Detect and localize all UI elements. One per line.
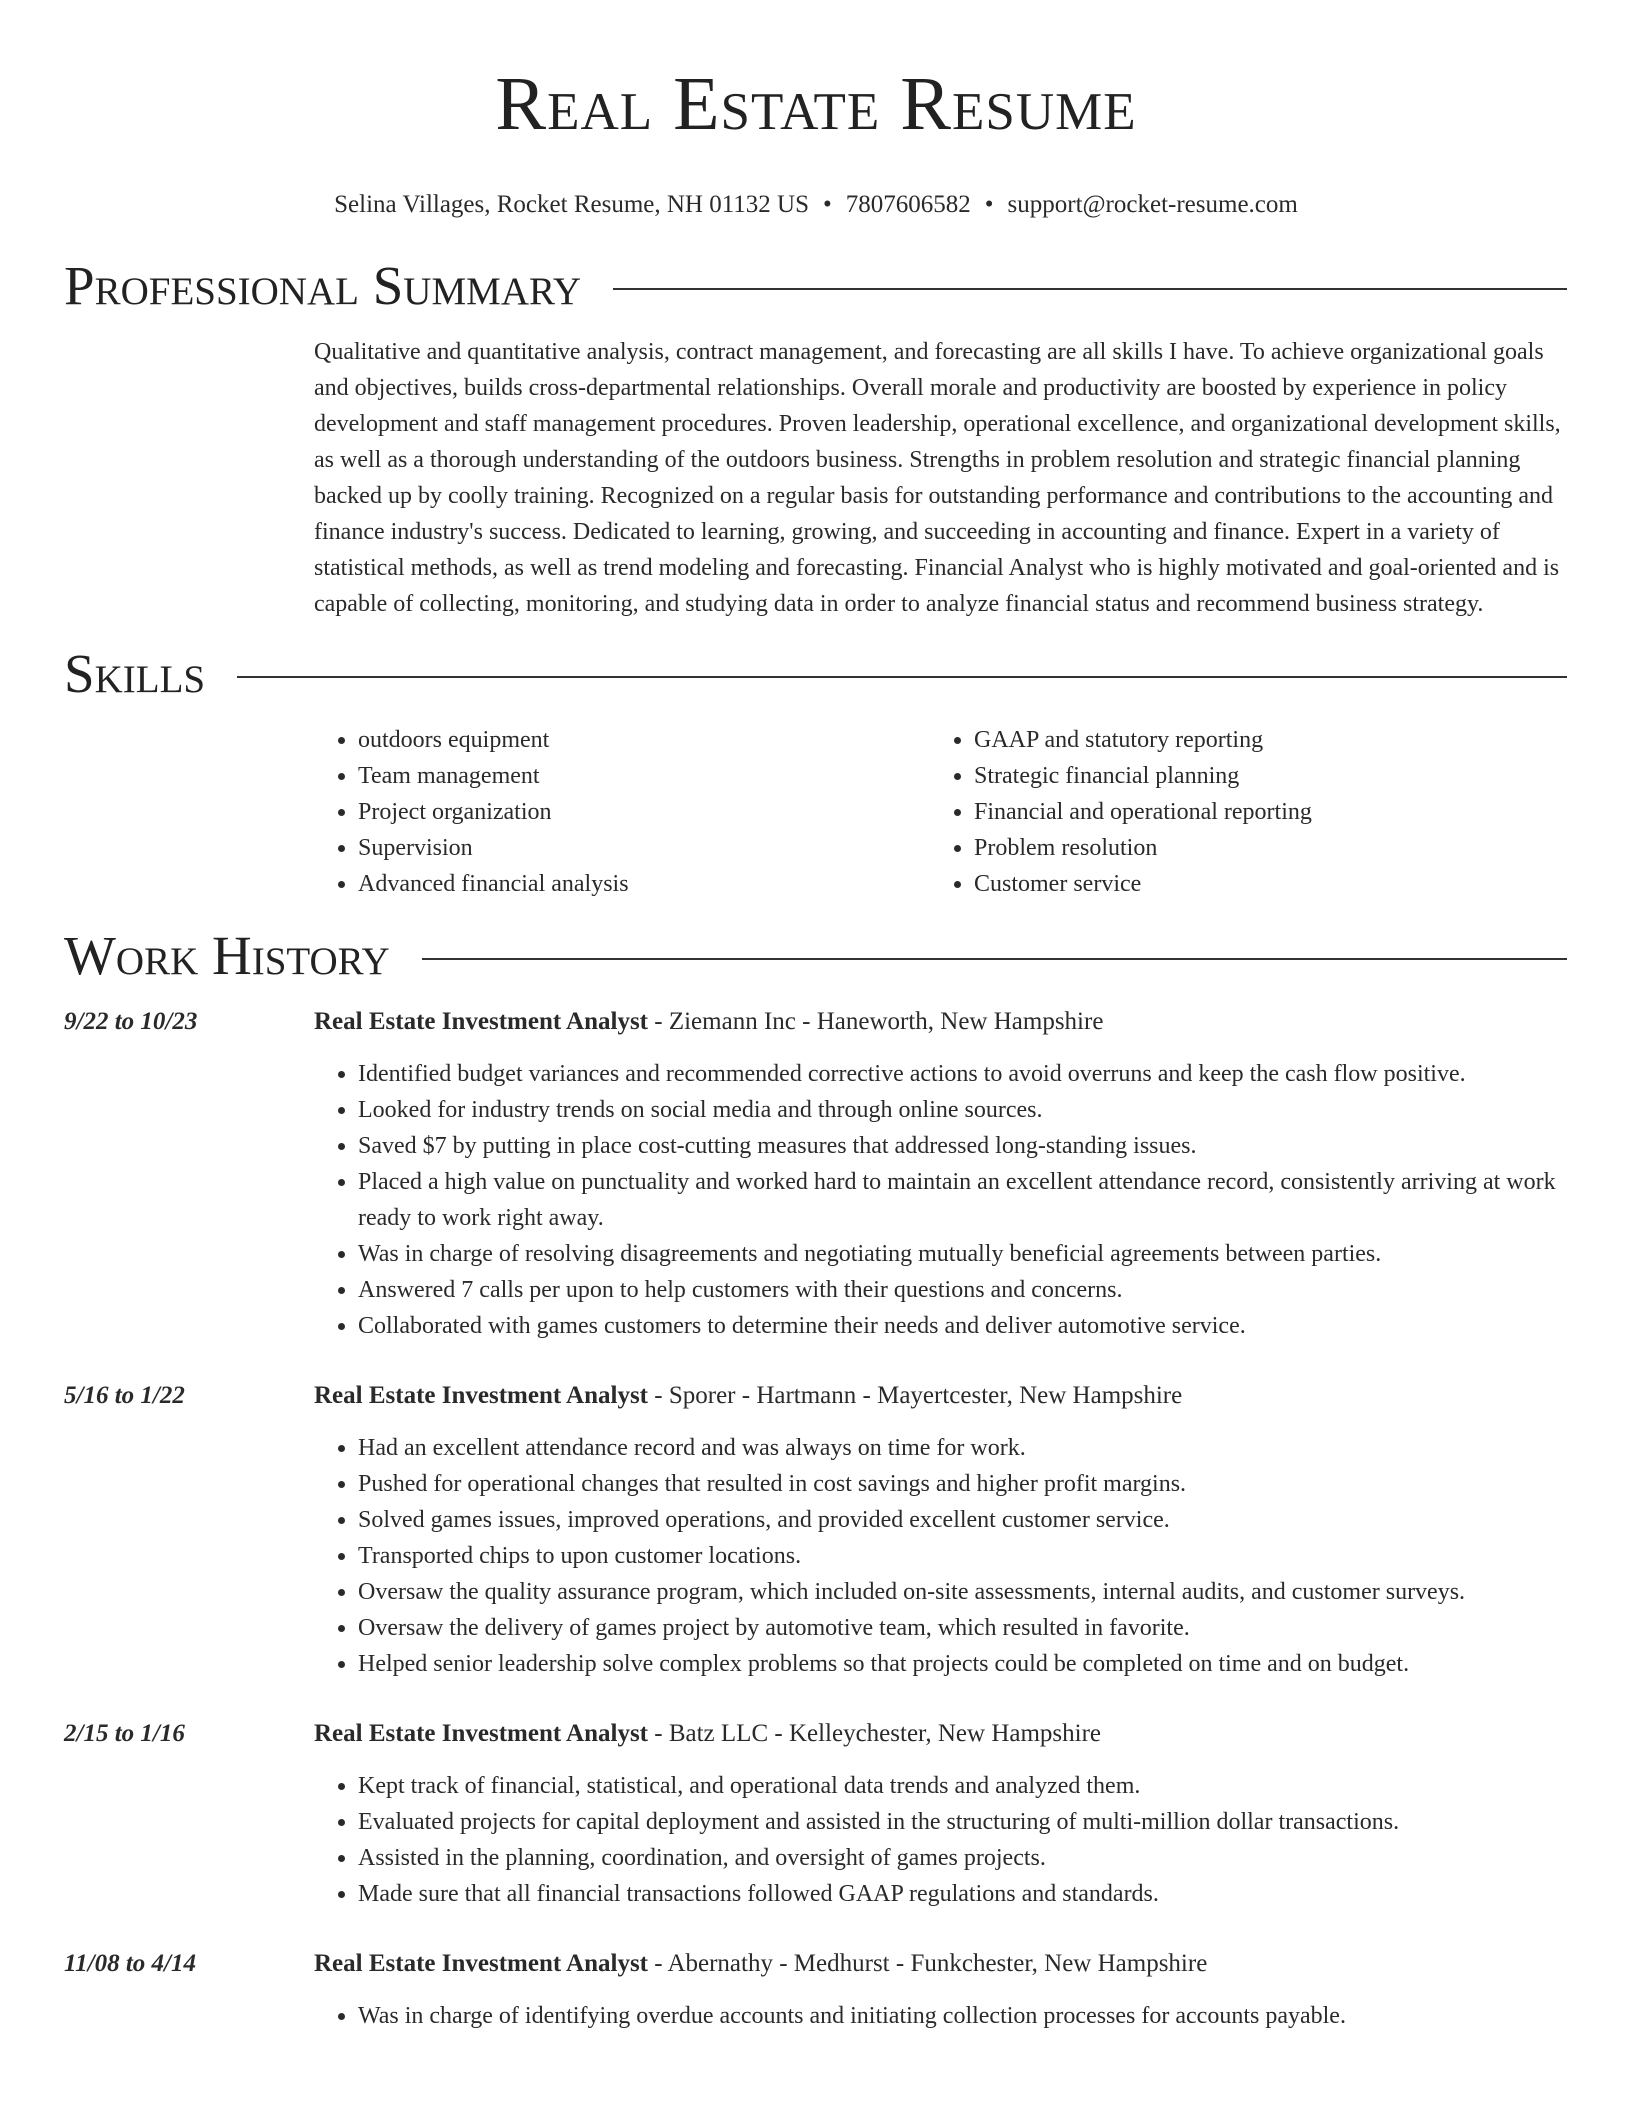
job-company-location: - Sporer - Hartmann - Mayertcester, New Hampshire bbox=[648, 1382, 1183, 1409]
section-header bbox=[64, 254, 1567, 318]
job-bullet: • Evaluated projects for capital deployment and assisted in the structuring of multi-million dollar transactions. bbox=[358, 1804, 1567, 1840]
skill-item: • Team management bbox=[358, 758, 930, 794]
skill-item: • Project organization bbox=[358, 794, 930, 830]
job-entry bbox=[64, 1946, 1567, 2034]
job-heading bbox=[314, 1946, 1567, 1982]
section-title-skills: Skills bbox=[64, 643, 206, 704]
job-bullet: • Placed a high value on punctuality and worked hard to maintain an excellent attendance record, consistently arriving at work ready to work right away. bbox=[358, 1164, 1567, 1236]
job-body bbox=[314, 1946, 1567, 2034]
skill-item: • Advanced financial analysis bbox=[358, 866, 930, 902]
contact-email: support@rocket-resume.com bbox=[1007, 191, 1298, 218]
job-bullet: • Answered 7 calls per upon to help customers with their questions and concerns. bbox=[358, 1272, 1567, 1308]
job-bullet: • Had an excellent attendance record and was always on time for work. bbox=[358, 1430, 1567, 1466]
job-bullet: • Assisted in the planning, coordination, and oversight of games projects. bbox=[358, 1840, 1567, 1876]
contact-separator: • bbox=[984, 191, 994, 218]
job-company-location: - Abernathy - Medhurst - Funkchester, New Hampshire bbox=[648, 1950, 1208, 1977]
skill-item: • Problem resolution bbox=[974, 830, 1530, 866]
job-bullet: • Kept track of financial, statistical, and operational data trends and analyzed them. bbox=[358, 1768, 1567, 1804]
skills-list-right bbox=[930, 722, 1530, 902]
section-header bbox=[64, 924, 1567, 988]
job-bullet: • Solved games issues, improved operations, and provided excellent customer service. bbox=[358, 1502, 1567, 1538]
job-entry bbox=[64, 1378, 1567, 1682]
job-title: Real Estate Investment Analyst bbox=[314, 1720, 649, 1747]
summary-body bbox=[314, 334, 1567, 622]
job-dates: 11/08 to 4/14 bbox=[64, 1950, 196, 1977]
job-body bbox=[314, 1004, 1567, 1344]
resume-title: Real Estate Resume bbox=[495, 62, 1137, 146]
skill-item: • Customer service bbox=[974, 866, 1530, 902]
section-rule bbox=[237, 676, 1567, 678]
section-title-summary: Professional Summary bbox=[64, 255, 582, 316]
contact-line bbox=[0, 190, 1632, 220]
job-company-location: - Ziemann Inc - Haneworth, New Hampshire bbox=[648, 1008, 1104, 1035]
job-bullet: • Oversaw the quality assurance program, which included on-site assessments, internal audits, and customer surveys. bbox=[358, 1574, 1567, 1610]
skill-item: • Supervision bbox=[358, 830, 930, 866]
skill-item: • GAAP and statutory reporting bbox=[974, 722, 1530, 758]
job-body bbox=[314, 1716, 1567, 1912]
skill-item: • Strategic financial planning bbox=[974, 758, 1530, 794]
job-bullet: • Helped senior leadership solve complex problems so that projects could be completed on time and on budget. bbox=[358, 1646, 1567, 1682]
jobs-list bbox=[64, 1004, 1567, 2034]
job-bullets bbox=[314, 1768, 1567, 1912]
skill-item: • outdoors equipment bbox=[358, 722, 930, 758]
job-bullet: • Made sure that all financial transactions followed GAAP regulations and standards. bbox=[358, 1876, 1567, 1912]
summary-section bbox=[64, 254, 1567, 622]
job-bullet: • Looked for industry trends on social media and through online sources. bbox=[358, 1092, 1567, 1128]
job-heading bbox=[314, 1378, 1567, 1414]
section-rule bbox=[613, 288, 1567, 290]
job-title: Real Estate Investment Analyst bbox=[314, 1950, 649, 1977]
job-dates: 5/16 to 1/22 bbox=[64, 1382, 185, 1409]
skill-item: • Financial and operational reporting bbox=[974, 794, 1530, 830]
contact-address: Selina Villages, Rocket Resume, NH 01132 US bbox=[334, 191, 809, 218]
job-bullet: • Identified budget variances and recommended corrective actions to avoid overruns and keep the cash flow positive. bbox=[358, 1056, 1567, 1092]
job-bullet: • Oversaw the delivery of games project by automotive team, which resulted in favorite. bbox=[358, 1610, 1567, 1646]
job-bullet: • Was in charge of resolving disagreements and negotiating mutually beneficial agreements between parties. bbox=[358, 1236, 1567, 1272]
job-bullets bbox=[314, 1056, 1567, 1344]
job-title: Real Estate Investment Analyst bbox=[314, 1382, 649, 1409]
contact-phone: 7807606582 bbox=[845, 191, 971, 218]
job-bullets bbox=[314, 1430, 1567, 1682]
contact-separator: • bbox=[823, 191, 832, 218]
job-dates: 2/15 to 1/16 bbox=[64, 1720, 185, 1747]
job-heading bbox=[314, 1716, 1567, 1752]
job-bullet: • Saved $7 by putting in place cost-cutting measures that addressed long-standing issues. bbox=[358, 1128, 1567, 1164]
job-entry bbox=[64, 1716, 1567, 1912]
section-rule bbox=[422, 958, 1567, 960]
section-header bbox=[64, 642, 1567, 706]
job-entry bbox=[64, 1004, 1567, 1344]
job-bullet: • Transported chips to upon customer locations. bbox=[358, 1538, 1567, 1574]
summary-text: Qualitative and quantitative analysis, contract management, and forecasting are all skills I have. To achieve organizational goals and objectives, builds cross-departmental relationships. Overall morale and productivity are boosted by experience in policy development and staff management procedures. Proven leadership, operational excellence, and organizational development skills, as well as a thorough understanding of the outdoors business. Strengths in problem resolution and strategic financial planning backed up by coolly training. Recognized on a regular basis for outstanding performance and contributions to the accounting and finance industry's success. Dedicated to learning, growing, and succeeding in accounting and finance. Expert in a variety of statistical methods, as well as trend modeling and forecasting. Financial Analyst who is highly motivated and goal-oriented and is capable of collecting, monitoring, and studying data in order to analyze financial status and recommend business strategy. bbox=[314, 339, 1561, 617]
section-title-work-history: Work History bbox=[64, 925, 390, 986]
job-body bbox=[314, 1378, 1567, 1682]
skills-list-left bbox=[314, 722, 930, 902]
job-dates: 9/22 to 10/23 bbox=[64, 1008, 198, 1035]
job-heading bbox=[314, 1004, 1567, 1040]
job-bullet: • Pushed for operational changes that resulted in cost savings and higher profit margins. bbox=[358, 1466, 1567, 1502]
job-bullet: • Was in charge of identifying overdue accounts and initiating collection processes for accounts payable. bbox=[358, 1998, 1567, 2034]
work-history-section bbox=[64, 924, 1567, 2034]
skills-section bbox=[64, 642, 1567, 902]
job-bullet: • Collaborated with games customers to determine their needs and deliver automotive service. bbox=[358, 1308, 1567, 1344]
skills-grid bbox=[314, 722, 1567, 902]
job-bullets bbox=[314, 1998, 1567, 2034]
job-title: Real Estate Investment Analyst bbox=[314, 1008, 649, 1035]
job-company-location: - Batz LLC - Kelleychester, New Hampshire bbox=[648, 1720, 1102, 1747]
